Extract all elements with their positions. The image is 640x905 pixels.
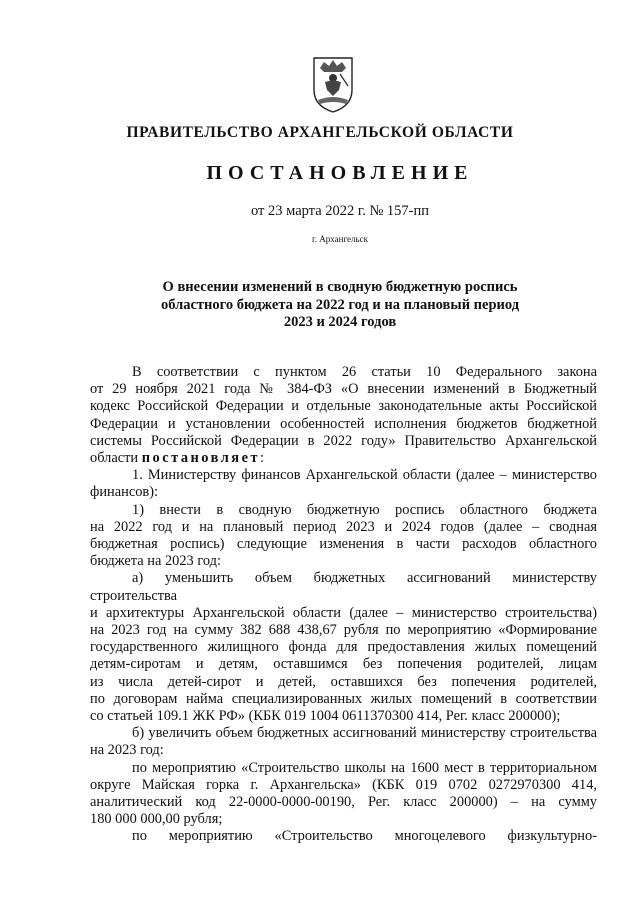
body-line: а) уменьшить объем бюджетных ассигнований министерству строительства [90, 570, 597, 604]
body-line: на 2023 год: [90, 742, 164, 759]
body-line: на 2023 год на сумму 382 688 438,67 рубля по мероприятию «Формирование [90, 622, 597, 639]
body-line: по мероприятию «Строительство многоцелевого физкультурно- [132, 828, 597, 845]
body-line: округе Майская горка г. Архангельска» (КБК 019 0702 0272970300 414, [90, 776, 597, 793]
body-line: по договорам найма специализированных жилых помещений в соответствии [90, 690, 597, 707]
body-line: от 29 ноября 2021 года № 384-ФЗ «О внесении изменений в Бюджетный [90, 381, 597, 398]
body-line: б) увеличить объем бюджетных ассигнований министерству строительства [132, 725, 597, 742]
title-line: 2023 и 2024 годов [283, 314, 397, 330]
body-line: по мероприятию «Строительство школы на 1600 мест в территориальном [132, 759, 597, 776]
body-line: государственного жилищного фонда для предоставления жилых помещений [90, 639, 597, 656]
body-line: кодекс Российской Федерации и отдельные законодательные акты Российской [90, 398, 597, 415]
resolution-word: постановляет [141, 450, 261, 467]
body-line: бюджета на 2023 год: [90, 553, 221, 570]
body-line: Федерации и установлении особенностей исполнения бюджетов бюджетной [90, 415, 597, 432]
body-line: аналитический код 22-0000-0000-00190, Рег. класс 200000) – на сумму [90, 794, 597, 811]
body-line [90, 450, 597, 467]
title-line: О внесении изменений в сводную бюджетную роспись [162, 279, 518, 295]
title-line: областного бюджета на 2022 год и на плановый период [160, 296, 520, 313]
document-body [90, 364, 597, 846]
body-line: 180 000 000,00 рубля; [90, 811, 223, 828]
body-line: на 2022 год и на плановый период 2023 и 2024 годов (далее – сводная [90, 518, 597, 535]
body-line: бюджетная роспись) следующие изменения в части расходов областного [90, 536, 597, 553]
body-line: В соответствии с пунктом 26 статьи 10 Федерального закона [132, 364, 597, 380]
resolution-colon: : [260, 450, 265, 467]
body-line: и архитектуры Архангельской области (далее – министерство строительства) [90, 604, 597, 621]
body-line: 1. Министерству финансов Архангельской области (далее – министерство [132, 467, 597, 484]
document-date-number: от 23 марта 2022 г. № 157-пп [250, 203, 430, 219]
body-line: системы Российской Федерации в 2022 году» Правительство Архангельской [90, 432, 597, 449]
body-line: детям-сиротам и детям, оставшимся без попечения родителей, лицам [90, 656, 597, 673]
document-type: ПОСТАНОВЛЕНИЕ [206, 162, 474, 184]
coat-of-arms-icon [312, 56, 354, 114]
resolution-prefix: области [90, 450, 142, 467]
body-line: 1) внести в сводную бюджетную роспись областного бюджета [132, 501, 597, 518]
government-name: ПРАВИТЕЛЬСТВО АРХАНГЕЛЬСКОЙ ОБЛАСТИ [126, 124, 514, 141]
document-title [140, 279, 540, 332]
body-line: финансов): [90, 484, 158, 501]
document-city: г. Архангельск [312, 234, 368, 244]
body-line: из числа детей-сирот и детей, оставшихся без попечения родителей, [90, 673, 597, 690]
body-line: со статьей 109.1 ЖК РФ» (КБК 019 1004 0611370300 414, Рег. класс 200000); [90, 708, 561, 725]
